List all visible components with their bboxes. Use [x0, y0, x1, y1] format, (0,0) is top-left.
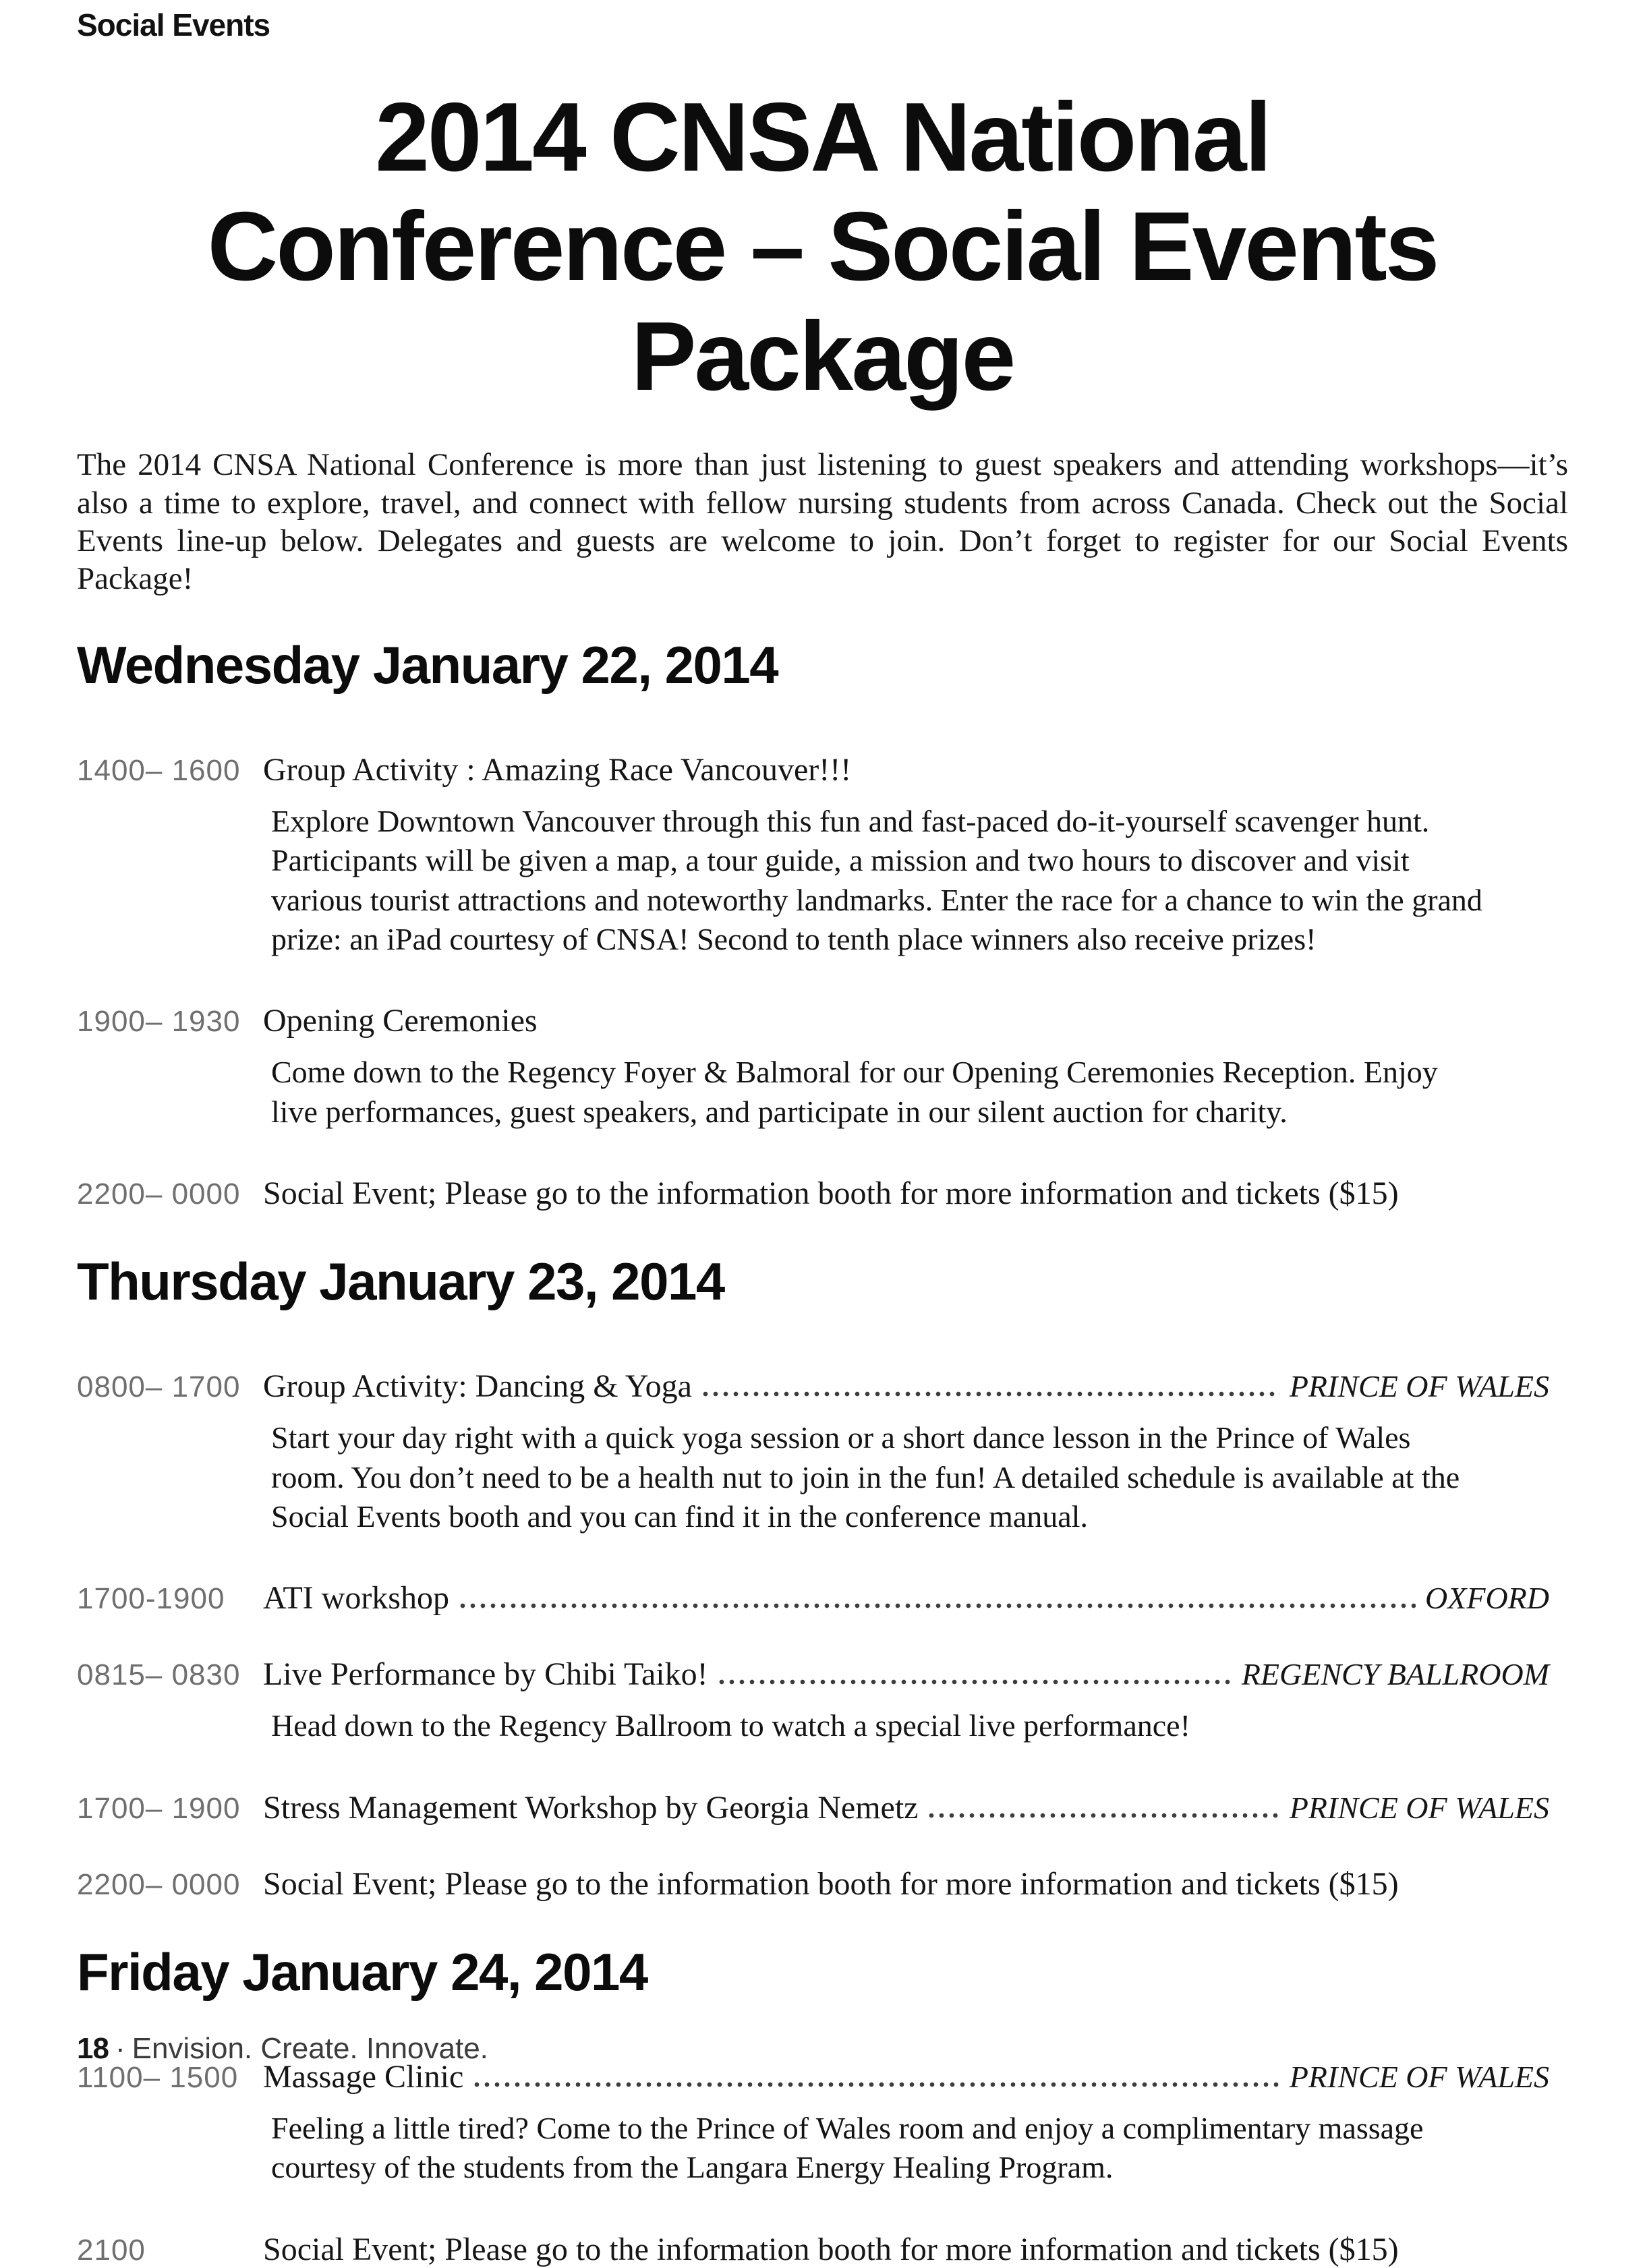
event-description: Head down to the Regency Ballroom to watch a special live performance! [271, 1708, 1190, 1743]
event-title: Social Event; Please go to the information booth for more information and tickets ($15) [263, 1865, 1399, 1902]
event-time: 1700– 1900 [77, 1791, 241, 1825]
event-time: 2200– 0000 [77, 1867, 241, 1901]
event-title: Social Event; Please go to the information booth for more information and tickets ($15) [263, 1175, 1399, 1212]
event-title: Social Event; Please go to the information booth for more information and tickets ($15) [263, 2231, 1399, 2267]
event-row [77, 1865, 1549, 1902]
event-row [77, 2231, 1549, 2268]
event-time: 0815– 0830 [77, 1658, 241, 1692]
dot-leader [703, 1391, 1280, 1397]
day-heading: Friday January 24, 2014 [77, 1942, 647, 2002]
event-row [77, 1368, 1549, 1405]
event-title: Stress Management Workshop by Georgia Nemetz [263, 1789, 919, 1826]
page-title: 2014 CNSA National Conference – Social Events Package [207, 82, 1438, 411]
footer-separator: · [115, 2032, 125, 2065]
event-title: Opening Ceremonies [263, 1003, 538, 1039]
event-content [263, 751, 1549, 788]
event-title: Massage Clinic [263, 2058, 464, 2095]
event-time: 2100 [77, 2233, 146, 2267]
page-footer [77, 2032, 488, 2066]
event-content [263, 1789, 1549, 1826]
event-row [77, 1175, 1549, 1212]
event-time: 1900– 1930 [77, 1005, 241, 1039]
dot-leader [719, 1679, 1232, 1685]
event-location: PRINCE OF WALES [1289, 2059, 1549, 2094]
event-title: Live Performance by Chibi Taiko! [263, 1656, 708, 1693]
event-content [263, 1368, 1549, 1405]
event-row [77, 1656, 1549, 1693]
event-title: Group Activity : Amazing Race Vancouver!!! [263, 751, 852, 788]
day-section [77, 1942, 1568, 2268]
event-location: PRINCE OF WALES [1289, 1369, 1549, 1404]
event-location: OXFORD [1425, 1581, 1549, 1616]
event-content [263, 1579, 1549, 1617]
event-time: 2200– 0000 [77, 1177, 241, 1211]
day-heading: Thursday January 23, 2014 [77, 1252, 724, 1312]
days [77, 635, 1568, 2268]
day-heading: Wednesday January 22, 2014 [77, 635, 778, 695]
event-time: 1100– 1500 [77, 2060, 239, 2094]
dot-leader [460, 1603, 1416, 1608]
event-content [263, 1865, 1549, 1902]
intro-paragraph: The 2014 CNSA National Conference is more than just listening to guest speakers and attending workshops—it’s also a time to explore, travel, and connect with fellow nursing students from across Canada. Check out the Social Events line-up below. Delegates and guests are welcome to join. Don’t forget to register for our Social Events Package! [77, 447, 1568, 597]
event-time: 1400– 1600 [77, 753, 241, 787]
event-title: Group Activity: Dancing & Yoga [263, 1368, 692, 1405]
event-row [77, 1789, 1549, 1826]
event-row [77, 1002, 1549, 1039]
page-header-label: Social Events [77, 7, 270, 42]
event-row [77, 1579, 1549, 1617]
event-title: ATI workshop [263, 1580, 449, 1617]
event-content [263, 2231, 1549, 2268]
event-time: 1700-1900 [77, 1582, 225, 1616]
event-location: REGENCY BALLROOM [1241, 1657, 1549, 1692]
event-description: Feeling a little tired? Come to the Prince of Wales room and enjoy a complimentary massage courtesy of the students from the Langara Energy Healing Program. [271, 2110, 1424, 2185]
event-content [263, 1656, 1549, 1693]
event-location: PRINCE OF WALES [1289, 1790, 1549, 1825]
day-section [77, 1251, 1568, 1902]
event-content [263, 1002, 1549, 1039]
page-number: 18 [77, 2032, 109, 2065]
day-section [77, 635, 1568, 1212]
event-content [263, 1175, 1549, 1212]
dot-leader [474, 2082, 1280, 2087]
event-description: Explore Downtown Vancouver through this fun and fast-paced do-it-yourself scavenger hunt. Participants will be given a map, a tour guide, a mission and two hours to discover and visit various tourist attractions and noteworthy landmarks. Enter the race for a chance to win the grand prize: an iPad courtesy of CNSA! Second to tenth place winners also receive prizes! [271, 803, 1482, 956]
event-time: 0800– 1700 [77, 1370, 241, 1404]
dot-leader [929, 1813, 1279, 1818]
event-row [77, 751, 1549, 788]
footer-tagline: Envision. Create. Innovate. [132, 2032, 488, 2065]
event-description: Come down to the Regency Foyer & Balmoral for our Opening Ceremonies Reception. Enjoy live performances, guest speakers, and participate in our silent auction for charity. [271, 1055, 1438, 1129]
event-description: Start your day right with a quick yoga session or a short dance lesson in the Prince of Wales room. You don’t need to be a health nut to join in the fun! A detailed schedule is available at the Social Events booth and you can find it in the conference manual. [271, 1420, 1460, 1534]
